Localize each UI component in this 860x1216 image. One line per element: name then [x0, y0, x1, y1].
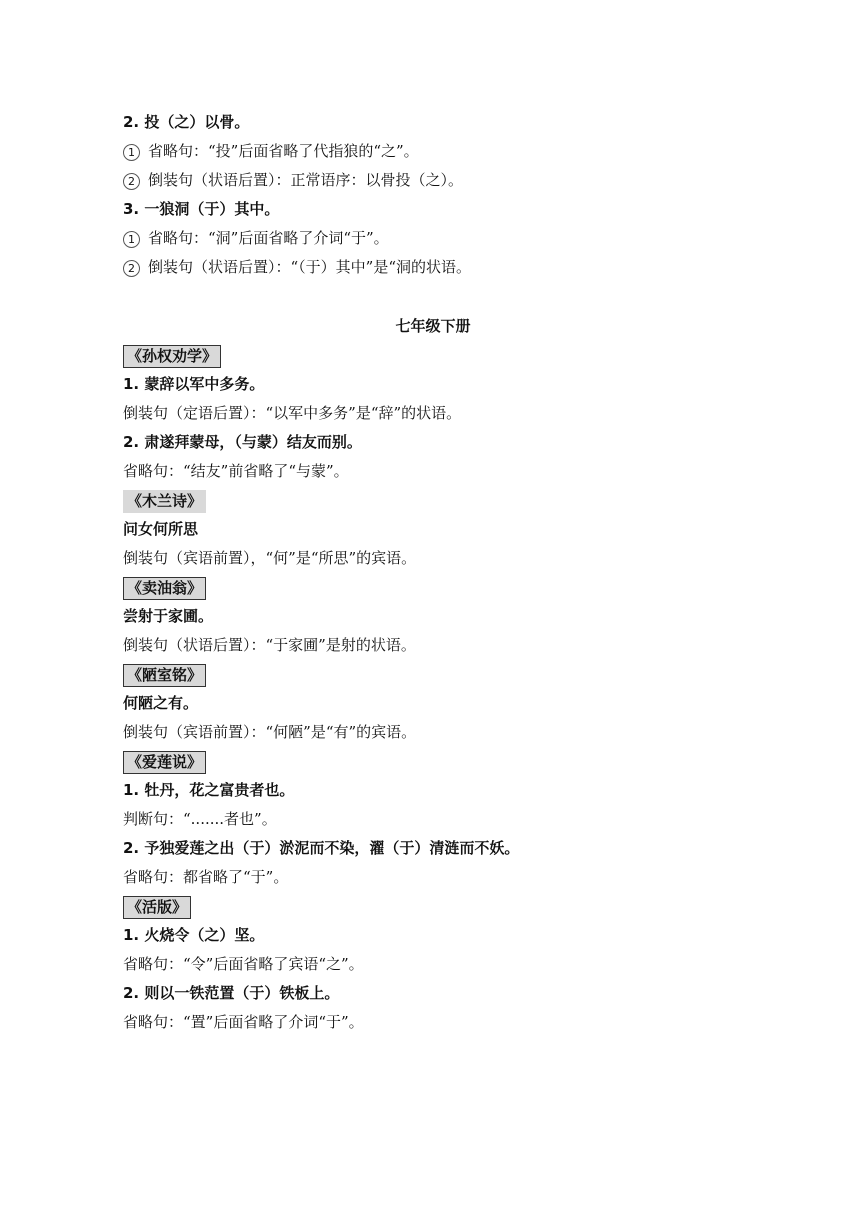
explanation: 省略句：“结友”前省略了“与蒙”。 [123, 462, 349, 480]
sentence: 1. 火烧令（之）坚。 [123, 926, 265, 944]
explanation: 省略句：“令”后面省略了宾语“之”。 [123, 955, 364, 973]
sentence: 问女何所思 [123, 520, 199, 538]
explanation: 倒装句（状语后置）：“于家圃”是射的状语。 [123, 636, 416, 654]
sentence: 2. 予独爱莲之出（于）淤泥而不染，濯（于）清涟而不妖。 [123, 839, 520, 857]
lesson-mulan [123, 486, 743, 573]
sentence: 何陋之有。 [123, 694, 199, 712]
note-line [123, 253, 743, 282]
section-title: 七年级下册 [395, 317, 471, 335]
note-line [123, 137, 743, 166]
note-line [123, 166, 743, 195]
sentence: 2. 则以一铁范置（于）铁板上。 [123, 984, 340, 1002]
item-2 [123, 195, 743, 282]
item-heading: 3. 一狼洞（于）其中。 [123, 200, 280, 218]
explanation: 倒装句（定语后置）：“以军中多务”是“辞”的状语。 [123, 404, 462, 422]
explanation: 省略句：“置”后面省略了介词“于”。 [123, 1013, 364, 1031]
note-text: 省略句：“投”后面省略了代指狼的“之”。 [148, 142, 419, 160]
explanation: 省略句：都省略了“于”。 [123, 868, 289, 886]
lesson-title: 《爱莲说》 [123, 751, 206, 774]
note-line [123, 224, 743, 253]
circled-number: 2 [123, 173, 140, 190]
lesson-title: 《陋室铭》 [123, 664, 206, 687]
sentence: 2. 肃遂拜蒙母，（与蒙）结友而别。 [123, 433, 362, 451]
lesson-sun-quan [123, 341, 743, 486]
note-text: 倒装句（状语后置）：“（于）其中”是“洞的状语。 [148, 258, 472, 276]
item-heading: 2. 投（之）以骨。 [123, 113, 250, 131]
lesson-ai-lian-shuo [123, 747, 743, 892]
lesson-title: 《木兰诗》 [123, 490, 206, 513]
lesson-title: 《活版》 [123, 896, 191, 919]
document-page [123, 108, 743, 1037]
lesson-lou-shi-ming [123, 660, 743, 747]
lesson-title: 《孙权劝学》 [123, 345, 221, 368]
explanation: 倒装句（宾语前置），“何”是“所思”的宾语。 [123, 549, 417, 567]
lesson-title: 《卖油翁》 [123, 577, 206, 600]
item-1 [123, 108, 743, 195]
circled-number: 1 [123, 144, 140, 161]
explanation: 判断句：“.......者也”。 [123, 810, 277, 828]
lesson-huo-ban [123, 892, 743, 1037]
sentence: 1. 蒙辞以军中多务。 [123, 375, 265, 393]
sentence: 1. 牡丹，花之富贵者也。 [123, 781, 295, 799]
note-text: 省略句：“洞”后面省略了介词“于”。 [148, 229, 389, 247]
circled-number: 2 [123, 260, 140, 277]
sentence: 尝射于家圃。 [123, 607, 214, 625]
lesson-mai-you-weng [123, 573, 743, 660]
explanation: 倒装句（宾语前置）：“何陋”是“有”的宾语。 [123, 723, 417, 741]
note-text: 倒装句（状语后置）：正常语序：以骨投（之）。 [148, 171, 464, 189]
circled-number: 1 [123, 231, 140, 248]
spacer [123, 282, 743, 312]
